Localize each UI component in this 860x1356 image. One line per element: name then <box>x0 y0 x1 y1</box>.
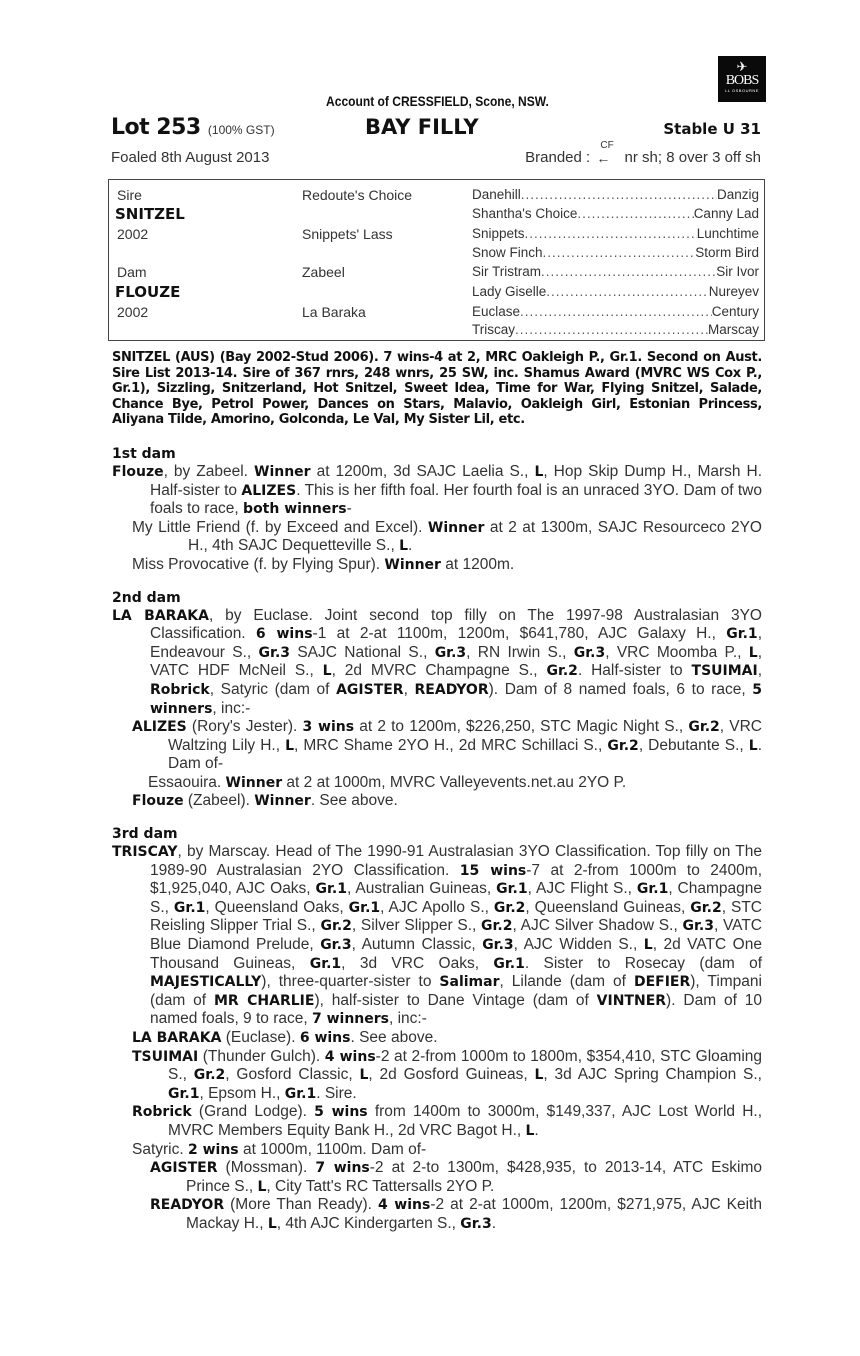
bold-run: Gr.3 <box>320 937 352 954</box>
progeny-entry: Satyric. 2 wins at 1000m, 1100m. Dam of- <box>132 1140 427 1158</box>
sire-name: SNITZEL <box>115 205 185 223</box>
leader-dots <box>577 206 693 222</box>
bold-run: ALIZES <box>132 719 187 736</box>
bold-run: Winner <box>254 793 311 810</box>
bold-run: Robrick <box>150 681 210 698</box>
vendor-account: Account of CRESSFIELD, Scone, NSW. <box>326 93 549 109</box>
gen3-sire: Century <box>711 304 759 319</box>
bold-run: Gr.1 <box>493 955 525 972</box>
leader-dots <box>515 322 708 338</box>
dam-label: Dam <box>117 264 147 280</box>
brand-text: nr sh; 8 over 3 off sh <box>624 149 761 166</box>
bold-run: Gr.1 <box>173 899 206 916</box>
leader-dots <box>546 284 708 300</box>
sire-dam: Snippets' Lass <box>302 226 393 242</box>
sire-summary: SNITZEL (AUS) (Bay 2002-Stud 2006). 7 wins-4 at 2, MRC Oakleigh P., Gr.1. Second on Aust. Sire List 2013-14. Sire of 367 rnrs, 248 wnrs, 25 SW, inc. Shamus Award (MVRC WS Cox P., Gr.1), Sizzling, Snitzerland, Hot Snitzel, Sweet Idea, Time for War, Flying Snitzel, Salade, Chance Bye, Petrol Power, Dances on Stars, Malavio, Oakleigh Girl, Estonian Princess, Aliyana Tilde, Amorino, Golconda, Le Val, My Sister Lil, etc. <box>112 350 762 428</box>
bold-run: L <box>322 663 332 680</box>
catalogue-body <box>112 350 762 1234</box>
dam-dam: La Baraka <box>302 304 366 320</box>
bold-run: L <box>748 644 758 661</box>
brand-mark-letters: CF <box>600 140 614 151</box>
gen3-row <box>472 304 759 320</box>
gen3-row <box>472 226 759 242</box>
bold-run: Gr.3 <box>573 644 606 661</box>
bold-run: L <box>534 1067 544 1084</box>
gen3-sire: Canny Lad <box>693 206 759 221</box>
leader-dots <box>525 226 697 242</box>
progeny-entry: My Little Friend (f. by Exceed and Excel). Winner at 2 at 1300m, SAJC Resourceco 2YO H., 4th SAJC Dequetteville S., L. <box>132 518 762 555</box>
gen3-name: Snippets <box>472 226 525 241</box>
bold-run: L <box>267 1215 277 1232</box>
section-heading: 1st dam <box>112 445 176 462</box>
bold-run: Gr.2 <box>493 899 526 916</box>
bold-run: Winner <box>254 463 311 480</box>
bold-run: Gr.3 <box>482 937 514 954</box>
sire-sire: Redoute's Choice <box>302 187 413 203</box>
third-dam-section <box>112 826 762 1233</box>
bold-run: Gr.2 <box>607 737 639 754</box>
bold-run: 6 wins <box>299 1030 351 1046</box>
brand-info <box>525 140 761 166</box>
bold-run: L <box>359 1067 369 1084</box>
lot-label: Lot 253 <box>111 115 201 140</box>
bold-run: L <box>285 737 294 754</box>
bold-run: TSUIMAI <box>691 663 758 680</box>
progeny-entry: TSUIMAI (Thunder Gulch). 4 wins-2 at 2-from 1000m to 1800m, $354,410, STC Gloaming S., Gr.2, Gosford Classic, L, 2d Gosford Guineas, L, 3d AJC Spring Champion S., Gr.1, Epsom H., Gr.1. Sire. <box>132 1047 762 1102</box>
bold-run: Gr.2 <box>320 918 352 935</box>
progeny-entry: AGISTER (Mossman). 7 wins-2 at 2-to 1300m, $428,935, to 2013-14, ATC Eskimo Prince S., L, City Tatt's RC Tattersalls 2YO P. <box>150 1159 762 1195</box>
bold-run: 3 wins <box>302 719 355 736</box>
bold-run: both winners <box>243 501 347 518</box>
gen3-sire: Lunchtime <box>696 226 759 241</box>
gen3-name: Snow Finch <box>472 245 543 260</box>
bold-run: LA BARAKA <box>132 1030 222 1046</box>
bold-run: Gr.1 <box>309 955 342 972</box>
gen3-name: Lady Giselle <box>472 284 547 299</box>
gen3-row <box>472 187 759 203</box>
bold-run: Gr.3 <box>460 1215 492 1232</box>
leader-dots <box>520 304 712 320</box>
section-heading: 2nd dam <box>112 589 181 606</box>
brand-mark-icon <box>596 140 618 166</box>
gen3-sire: Sir Ivor <box>716 264 759 279</box>
dam-entry: LA BARAKA, by Euclase. Joint second top filly on The 1997-98 Australasian 3YO Classification. 6 wins-1 at 2-at 1100m, 1200m, $641,780, AJC Galaxy H., Gr.1, Endeavour S., Gr.3 SAJC National S., Gr.3, RN Irwin S., Gr.3, VRC Moomba P., L, VATC HDF McNeil S., L, 2d MVRC Champagne S., Gr.2. Half-sister to TSUIMAI, Robrick, Satyric (dam of AGISTER, READYOR). Dam of 8 named foals, 6 to race, 5 winners, inc:- <box>112 606 763 717</box>
gst-note: (100% GST) <box>207 123 275 137</box>
gen3-name: Shantha's Choice <box>472 206 578 221</box>
dam-name: FLOUZE <box>115 283 181 301</box>
lot-header <box>111 115 761 143</box>
bird-icon: ✈ <box>736 59 748 74</box>
horse-description: BAY FILLY <box>365 115 479 139</box>
bold-run: Robrick <box>132 1104 192 1121</box>
dam-entry: Flouze, by Zabeel. Winner at 1200m, 3d SAJC Laelia S., L, Hop Skip Dump H., Marsh H. Half-sister to ALIZES. This is her fifth foal. Her fourth foal is an unraced 3YO. Dam of two foals to race, both winners- <box>112 462 763 518</box>
gen3-name: Euclase <box>472 304 521 319</box>
gen3-row <box>472 245 759 261</box>
brand-arrow-icon: ← <box>596 150 611 166</box>
second-dam-section <box>112 590 762 812</box>
gen3-row <box>472 322 759 338</box>
progeny-entry: Robrick (Grand Lodge). 5 wins from 1400m to 3000m, $149,337, AJC Lost World H., MVRC Members Equity Bank H., 2d VRC Bagot H., L. <box>132 1103 762 1139</box>
gen3-sire: Marscay <box>707 322 759 337</box>
gen3-name: Danehill <box>472 187 521 202</box>
progeny-entry: ALIZES (Rory's Jester). 3 wins at 2 to 1200m, $226,250, STC Magic Night S., Gr.2, VRC Waltzing Lily H., L, MRC Shame 2YO H., 2d MRC Schillaci S., Gr.2, Debutante S., L. Dam of- <box>132 718 762 773</box>
bold-run: Gr.3 <box>682 918 714 935</box>
bold-run: 7 winners <box>311 1011 389 1028</box>
bold-run: 2 wins <box>187 1141 239 1158</box>
pedigree-table <box>108 179 765 341</box>
bold-run: Gr.2 <box>688 719 720 736</box>
bold-run: Gr.1 <box>284 1085 317 1102</box>
bold-run: TRISCAY <box>112 844 178 861</box>
bold-run: Gr.2 <box>481 918 513 935</box>
bold-run: 4 wins <box>324 1048 376 1065</box>
bold-run: L <box>534 463 544 480</box>
bold-run: MAJESTICALLY <box>150 974 262 991</box>
bold-run: Gr.2 <box>193 1067 226 1084</box>
progeny-entry: Flouze (Zabeel). Winner. See above. <box>132 792 398 810</box>
gen3-row <box>472 264 759 280</box>
bold-run: L <box>399 538 408 555</box>
logo-subtitle: LL OSBOURNE <box>725 88 759 93</box>
sire-label: Sire <box>117 187 142 203</box>
bold-run: VINTNER <box>596 992 667 1009</box>
bold-run: Gr.1 <box>348 899 381 916</box>
bold-run: ALIZES <box>241 482 297 499</box>
stable-location: Stable U 31 <box>663 120 761 138</box>
logo-wordmark: BOBS <box>725 73 759 88</box>
progeny-entry: Essaouira. Winner at 2 at 1000m, MVRC Valleyevents.net.au 2YO P. <box>148 773 627 791</box>
gen3-sire: Storm Bird <box>695 245 759 260</box>
bold-run: DEFIER <box>633 974 691 991</box>
sire-year: 2002 <box>117 226 149 242</box>
bold-run: Gr.2 <box>690 899 722 916</box>
bold-run: READYOR <box>150 1197 225 1214</box>
bold-run: Flouze <box>112 463 164 480</box>
bold-run: L <box>525 1122 535 1139</box>
leader-dots <box>541 264 716 280</box>
dam-sire: Zabeel <box>302 264 345 280</box>
bold-run: Salimar <box>439 974 500 991</box>
bold-run: L <box>257 1178 267 1195</box>
gen3-row <box>472 206 759 222</box>
first-dam-section <box>112 446 762 575</box>
bold-run: Gr.2 <box>546 663 578 680</box>
bold-run: Winner <box>384 556 441 573</box>
gen3-name: Sir Tristram <box>472 264 541 279</box>
bold-run: AGISTER <box>150 1160 218 1177</box>
bold-run: Gr.3 <box>258 644 291 661</box>
gen3-sire: Danzig <box>716 187 759 202</box>
leader-dots <box>521 187 717 203</box>
foaled-date: Foaled 8th August 2013 <box>111 149 270 166</box>
lot-number <box>111 115 275 140</box>
bold-run: 7 wins <box>315 1160 370 1177</box>
bold-run: READYOR <box>414 681 489 698</box>
bold-run: 15 wins <box>459 862 527 879</box>
progeny-entry: READYOR (More Than Ready). 4 wins-2 at 2-at 1000m, 1200m, $271,975, AJC Keith Mackay H., L, 4th AJC Kindergarten S., Gr.3. <box>150 1196 762 1232</box>
gen3-row <box>472 284 759 300</box>
bold-run: 5 winners <box>150 681 762 717</box>
bold-run: Gr.1 <box>496 881 528 898</box>
bold-run: Winner <box>225 774 283 791</box>
bold-run: 5 wins <box>314 1104 368 1121</box>
bold-run: 4 wins <box>377 1197 431 1214</box>
progeny-entry: Miss Provocative (f. by Flying Spur). Winner at 1200m. <box>132 555 515 573</box>
gen3-name: Triscay <box>472 322 515 337</box>
branded-label: Branded : <box>525 149 591 166</box>
bold-run: Gr.1 <box>315 881 347 898</box>
section-heading: 3rd dam <box>112 826 178 843</box>
bold-run: Gr.1 <box>168 1085 200 1102</box>
bold-run: MR CHARLIE <box>213 992 315 1009</box>
leader-dots <box>543 245 696 261</box>
bold-run: L <box>748 737 758 754</box>
gen3-sire: Nureyev <box>708 284 759 299</box>
bold-run: Gr.1 <box>636 881 669 898</box>
bold-run: Gr.3 <box>434 644 467 661</box>
bold-run: AGISTER <box>336 681 404 698</box>
dam-entry: TRISCAY, by Marscay. Head of The 1990-91 Australasian 3YO Classification. Top filly on The 1989-90 Australasian 2YO Classification. 15 wins-7 at 2-from 1000m to 2400m, $1,925,040, AJC Oaks, Gr.1, Australian Guineas, Gr.1, AJC Flight S., Gr.1, Champagne S., Gr.1, Queensland Oaks, Gr.1, AJC Apollo S., Gr.2, Queensland Guineas, Gr.2, STC Reisling Slipper Trial S., Gr.2, Silver Slipper S., Gr.2, AJC Silver Shadow S., Gr.3, VATC Blue Diamond Prelude, Gr.3, Autumn Classic, Gr.3, AJC Widden S., L, 2d VATC One Thousand Guineas, Gr.1, 3d VRC Oaks, Gr.1. Sister to Rosecay (dam of MAJESTICALLY), three-quarter-sister to Salimar, Lilande (dam of DEFIER), Timpani (dam of MR CHARLIE), half-sister to Dane Vintage (dam of VINTNER). Dam of 10 named foals, 9 to race, 7 winners, inc:- <box>112 843 763 1028</box>
bold-run: Gr.1 <box>726 626 758 643</box>
bold-run: Flouze <box>132 793 184 810</box>
bold-run: 6 wins <box>255 626 313 643</box>
bold-run: TSUIMAI <box>132 1048 199 1065</box>
bold-run: LA BARAKA <box>112 607 209 624</box>
bold-run: Winner <box>427 519 485 536</box>
progeny-entry: LA BARAKA (Euclase). 6 wins. See above. <box>132 1029 438 1046</box>
dam-year: 2002 <box>117 304 149 320</box>
bold-run: L <box>643 937 653 954</box>
